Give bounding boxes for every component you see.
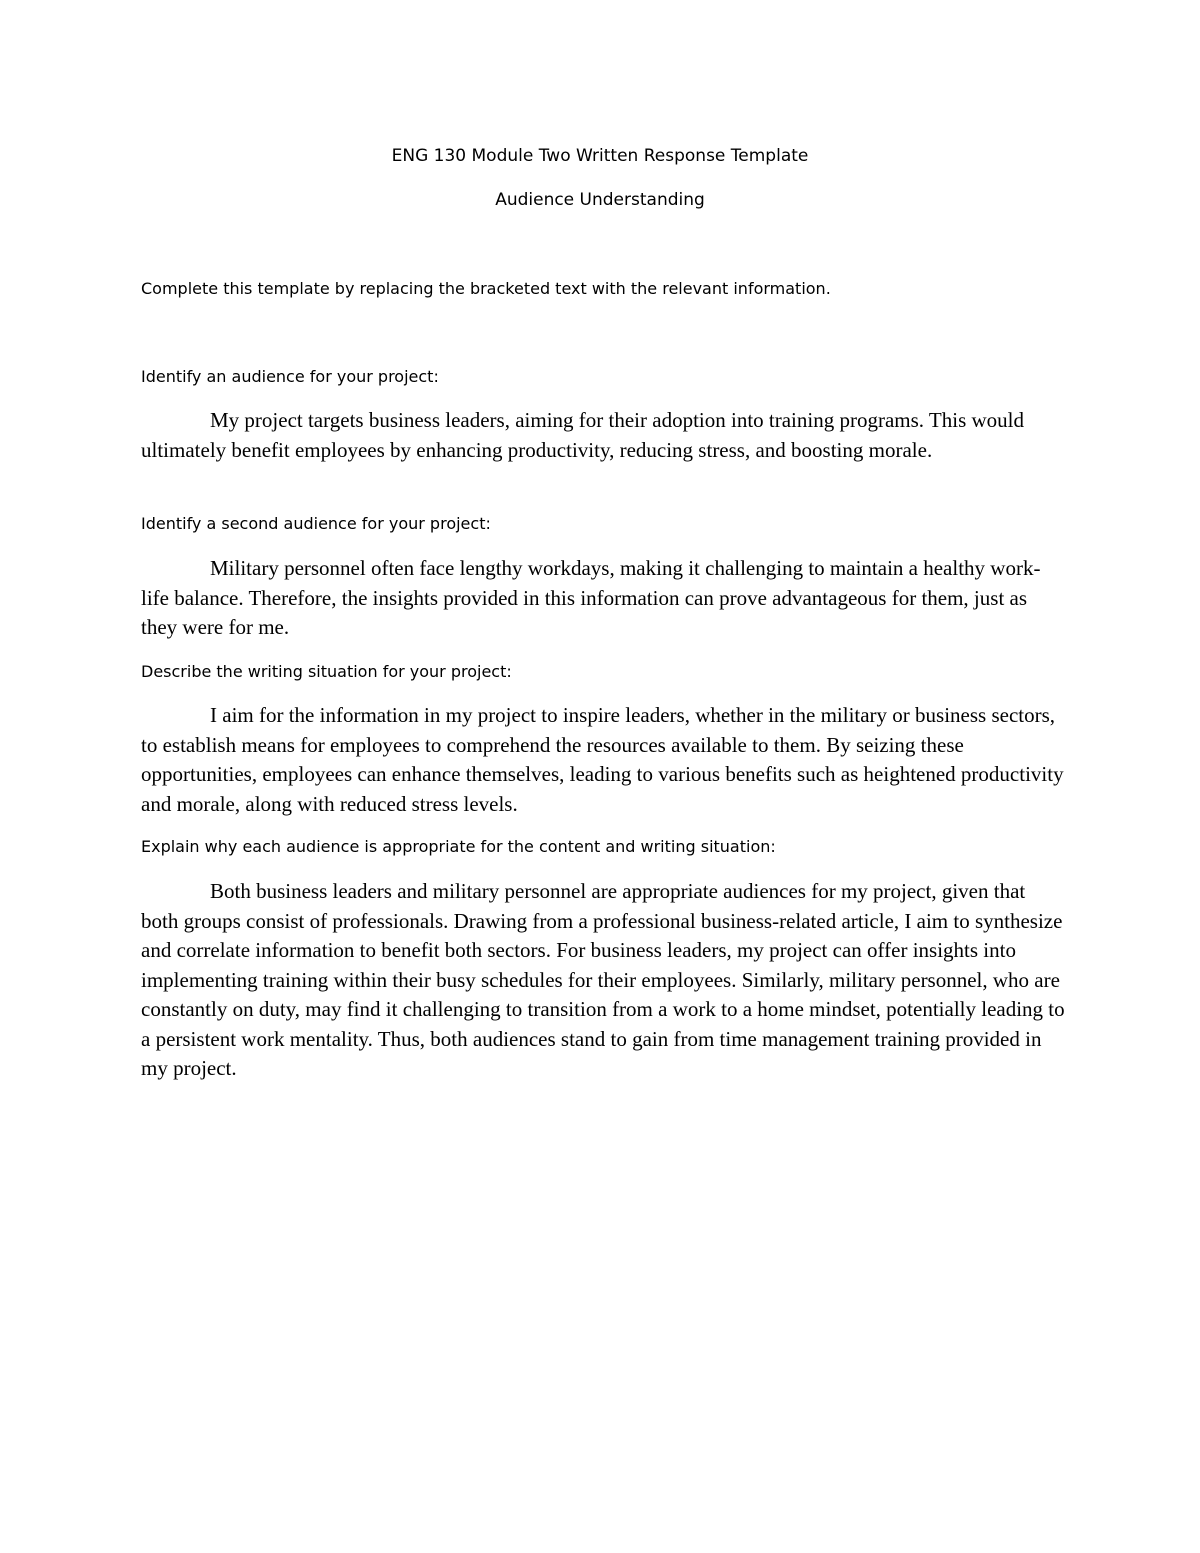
- response-writing-situation: I aim for the information in my project to inspire leaders, whether in the military or business sectors, to establish means for employees to comprehend the resources available to them. By seizing these opportunities, employees can enhance themselves, leading to various benefits such as heightened productivity and morale, along with reduced stress levels.: [141, 703, 1064, 816]
- template-instructions: Complete this template by replacing the bracketed text with the relevant information.: [141, 279, 831, 298]
- response-first-audience: My project targets business leaders, aiming for their adoption into training programs. This would ultimately benefit employees by enhancing productivity, reducing stress, and boosting morale.: [141, 408, 1024, 462]
- response-second-audience: Military personnel often face lengthy workdays, making it challenging to maintain a healthy work-life balance. Therefore, the insights provided in this information can prove advantageous for them, just as they were for me.: [141, 556, 1041, 639]
- prompt-second-audience: Identify a second audience for your project:: [141, 514, 491, 533]
- prompt-writing-situation: Describe the writing situation for your project:: [141, 662, 512, 681]
- prompt-audience-appropriateness: Explain why each audience is appropriate for the content and writing situation:: [141, 837, 776, 856]
- response-audience-appropriateness: Both business leaders and military personnel are appropriate audiences for my project, given that both groups consist of professionals. Drawing from a professional business-related article, I aim to synthesize and correlate information to benefit both sectors. For business leaders, my project can offer insights into implementing training within their busy schedules for their employees. Similarly, military personnel, who are constantly on duty, may find it challenging to transition from a work to a home mindset, potentially leading to a persistent work mentality. Thus, both audiences stand to gain from time management training provided in my project.: [141, 879, 1065, 1080]
- document-subtitle: Audience Understanding: [495, 190, 705, 210]
- document-title: ENG 130 Module Two Written Response Template: [391, 146, 809, 166]
- prompt-first-audience: Identify an audience for your project:: [141, 367, 439, 386]
